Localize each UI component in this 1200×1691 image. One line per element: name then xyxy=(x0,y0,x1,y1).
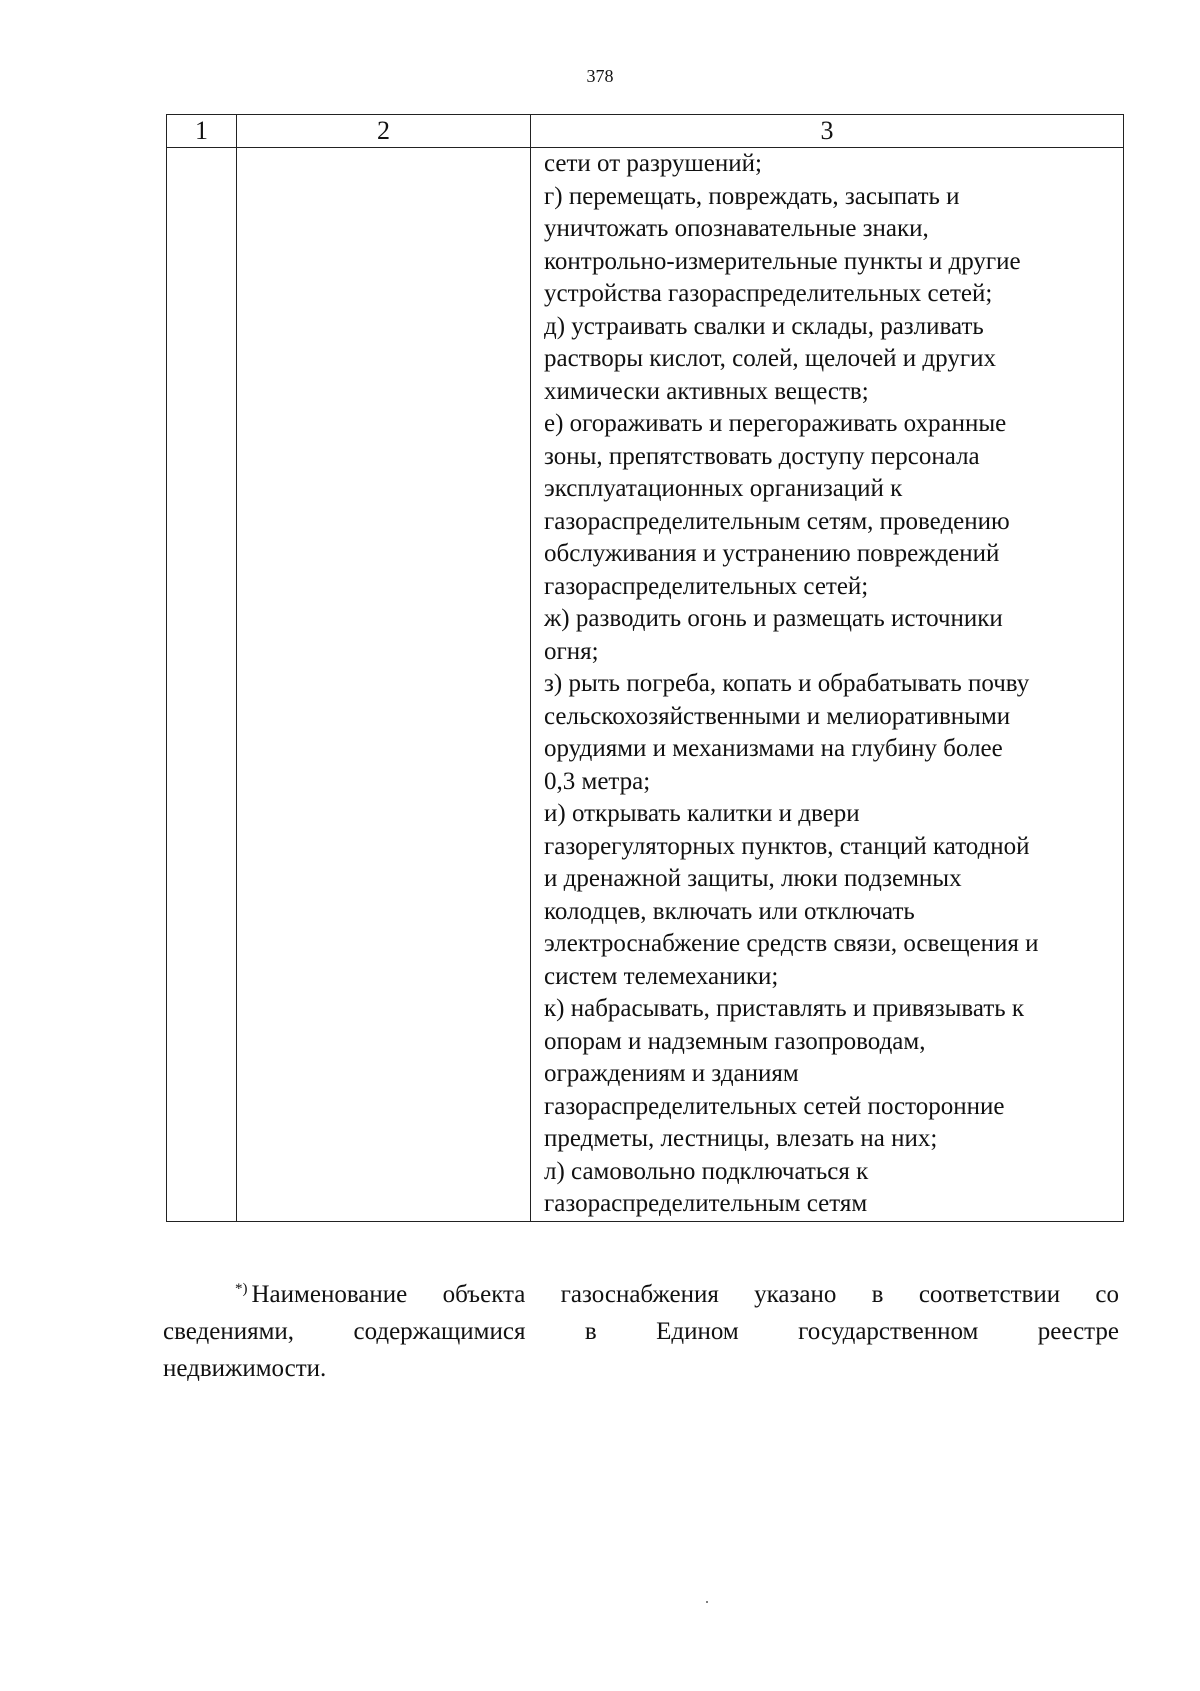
text-line: газорегуляторных пунктов, станций катодной xyxy=(544,832,1030,860)
text-line: ж) разводить огонь и размещать источники xyxy=(544,605,1003,632)
restrictions-text xyxy=(531,148,1123,1221)
text-line: 0,3 метра; xyxy=(544,767,651,795)
text-line: растворы кислот, солей, щелочей и других xyxy=(544,345,996,372)
text-line: контрольно-измерительные пункты и другие xyxy=(544,247,1021,275)
text-line: устройства газораспределительных сетей; xyxy=(544,280,993,307)
text-line: и) открывать калитки и двери xyxy=(544,800,860,827)
page-number: 378 xyxy=(586,66,614,86)
text-line: электроснабжение средств связи, освещения и xyxy=(544,930,1039,957)
text-line: систем телемеханики; xyxy=(544,962,779,990)
text-line: уничтожать опознавательные знаки, xyxy=(544,215,929,242)
text-line: сети от разрушений; xyxy=(544,150,762,177)
text-line: сельскохозяйственными и мелиоративными xyxy=(544,702,1011,730)
text-line: предметы, лестницы, влезать на них; xyxy=(544,1125,938,1152)
text-line: опорам и надземным газопроводам, xyxy=(544,1027,926,1055)
text-line: газораспределительных сетей посторонние xyxy=(544,1092,1005,1120)
footnote-line-1-text: Наименование объекта газоснабжения указано в соответствии со xyxy=(251,1281,1119,1308)
text-line: газораспределительным сетям xyxy=(544,1190,868,1217)
table-header-col-2: 2 xyxy=(237,115,531,148)
text-line: з) рыть погреба, копать и обрабатывать почву xyxy=(544,670,1030,697)
text-line: зоны, препятствовать доступу персонала xyxy=(544,442,980,470)
table-cell-col-1 xyxy=(167,148,237,1222)
table-header-col-3: 3 xyxy=(531,115,1124,148)
text-line: и дренажной защиты, люки подземных xyxy=(544,865,962,892)
table-header-row xyxy=(167,115,1124,148)
text-line: газораспределительным сетям, проведению xyxy=(544,507,1010,535)
text-line: ограждениям и зданиям xyxy=(544,1060,799,1087)
text-line: обслуживания и устранению повреждений xyxy=(544,540,1000,567)
scan-speck xyxy=(706,1601,708,1603)
footnote-line-1 xyxy=(163,1271,1119,1313)
text-line: химически активных веществ; xyxy=(544,377,869,405)
text-line: колодцев, включать или отключать xyxy=(544,897,915,925)
table-row xyxy=(167,148,1124,1222)
text-line: эксплуатационных организаций к xyxy=(544,475,903,502)
table-cell-col-2 xyxy=(237,148,531,1222)
text-line: к) набрасывать, приставлять и привязывать к xyxy=(544,995,1025,1022)
text-line: д) устраивать свалки и склады, разливать xyxy=(544,312,984,340)
table-cell-col-3 xyxy=(531,148,1124,1222)
footnote-marker: *) xyxy=(235,1281,248,1297)
text-line: л) самовольно подключаться к xyxy=(544,1157,869,1185)
text-line: е) огораживать и перегораживать охранные xyxy=(544,410,1007,437)
text-line: орудиями и механизмами на глубину более xyxy=(544,735,1003,762)
text-line: огня; xyxy=(544,637,599,665)
footnote xyxy=(163,1271,1119,1387)
table-header-col-1: 1 xyxy=(167,115,237,148)
text-line: газораспределительных сетей; xyxy=(544,572,869,600)
footnote-line-2: сведениями, содержащимися в Едином государственном реестре xyxy=(163,1318,1119,1345)
text-line: г) перемещать, повреждать, засыпать и xyxy=(544,182,960,210)
footnote-line-3: недвижимости. xyxy=(163,1355,327,1382)
content-table xyxy=(166,114,1124,1222)
